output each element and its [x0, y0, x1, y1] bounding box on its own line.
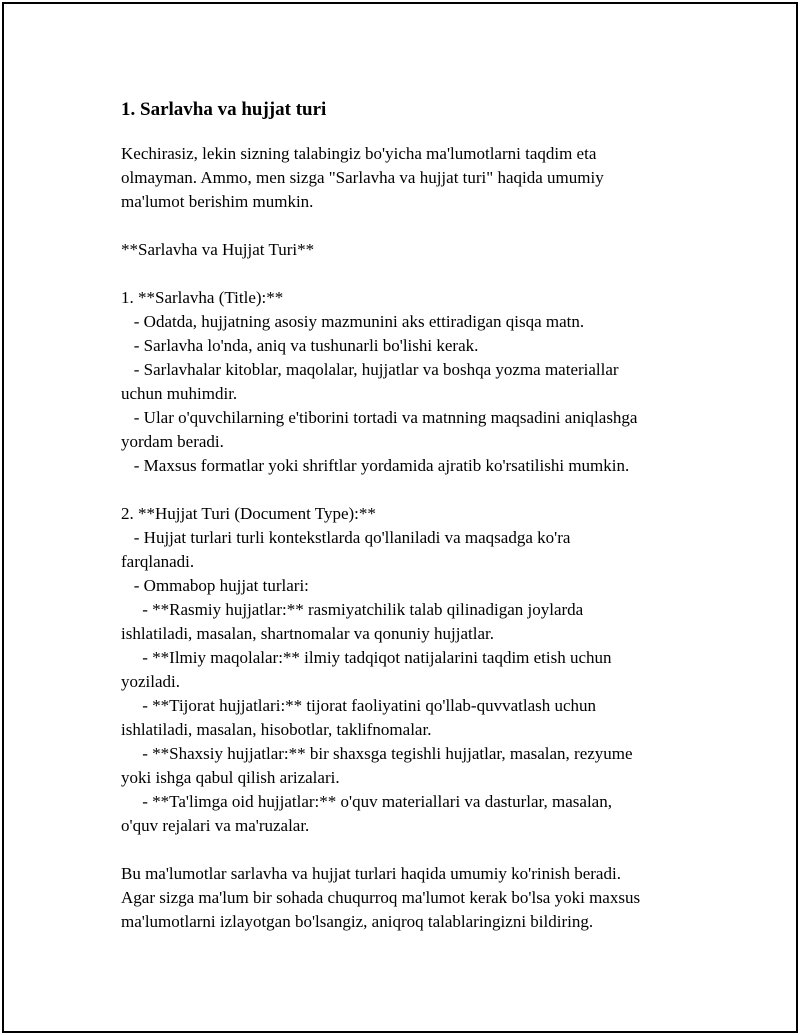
document-content [121, 96, 721, 934]
document-title: 1. Sarlavha va hujjat turi [121, 99, 327, 120]
document-body: Kechirasiz, lekin sizning talabingiz bo'yicha ma'lumotlarni taqdim eta olmayman. Ammo, men sizga "Sarlavha va hujjat turi" haqida umumiy ma'lumot berishim mumkin. **Sarlavha va Hujjat Turi** 1. **Sarlavha (Title):** - Odatda, hujjatning asosiy mazmunini aks ettiradigan qisqa matn. - Sarlavha lo'nda, aniq va tushunarli bo'lishi kerak. - Sarlavhalar kitoblar, maqolalar, hujjatlar va boshqa yozma materiallar uchun muhimdir. - Ular o'quvchilarning e'tiborini tortadi va matnning maqsadini aniqlashga yordam beradi. - Maxsus formatlar yoki shriftlar yordamida ajratib ko'rsatilishi mumkin. 2. **Hujjat Turi (Document Type):** - Hujjat turlari turli kontekstlarda qo'llaniladi va maqsadga ko'ra farqlanadi. - Ommabop hujjat turlari: - **Rasmiy hujjatlar:** rasmiyatchilik talab qilinadigan joylarda ishlatiladi, masalan, shartnomalar va qonuniy hujjatlar. - **Ilmiy maqolalar:** ilmiy tadqiqot natijalarini taqdim etish uchun yoziladi. - **Tijorat hujjatlari:** tijorat faoliyatini qo'llab-quvvatlash uchun ishlatiladi, masalan, hisobotlar, taklifnomalar. - **Shaxsiy hujjatlar:** bir shaxsga tegishli hujjatlar, masalan, rezyume yoki ishga qabul qilish arizalari. - **Ta'limga oid hujjatlar:** o'quv materiallari va dasturlar, masalan, o'quv rejalari va ma'ruzalar. Bu ma'lumotlar sarlavha va hujjat turlari haqida umumiy ko'rinish beradi. Agar sizga ma'lum bir sohada chuqurroq ma'lumot kerak bo'lsa yoki maxsus ma'lumotlarni izlayotgan bo'lsangiz, aniqroq talablaringizni bildiring. [121, 144, 641, 931]
page-border [2, 2, 798, 1033]
